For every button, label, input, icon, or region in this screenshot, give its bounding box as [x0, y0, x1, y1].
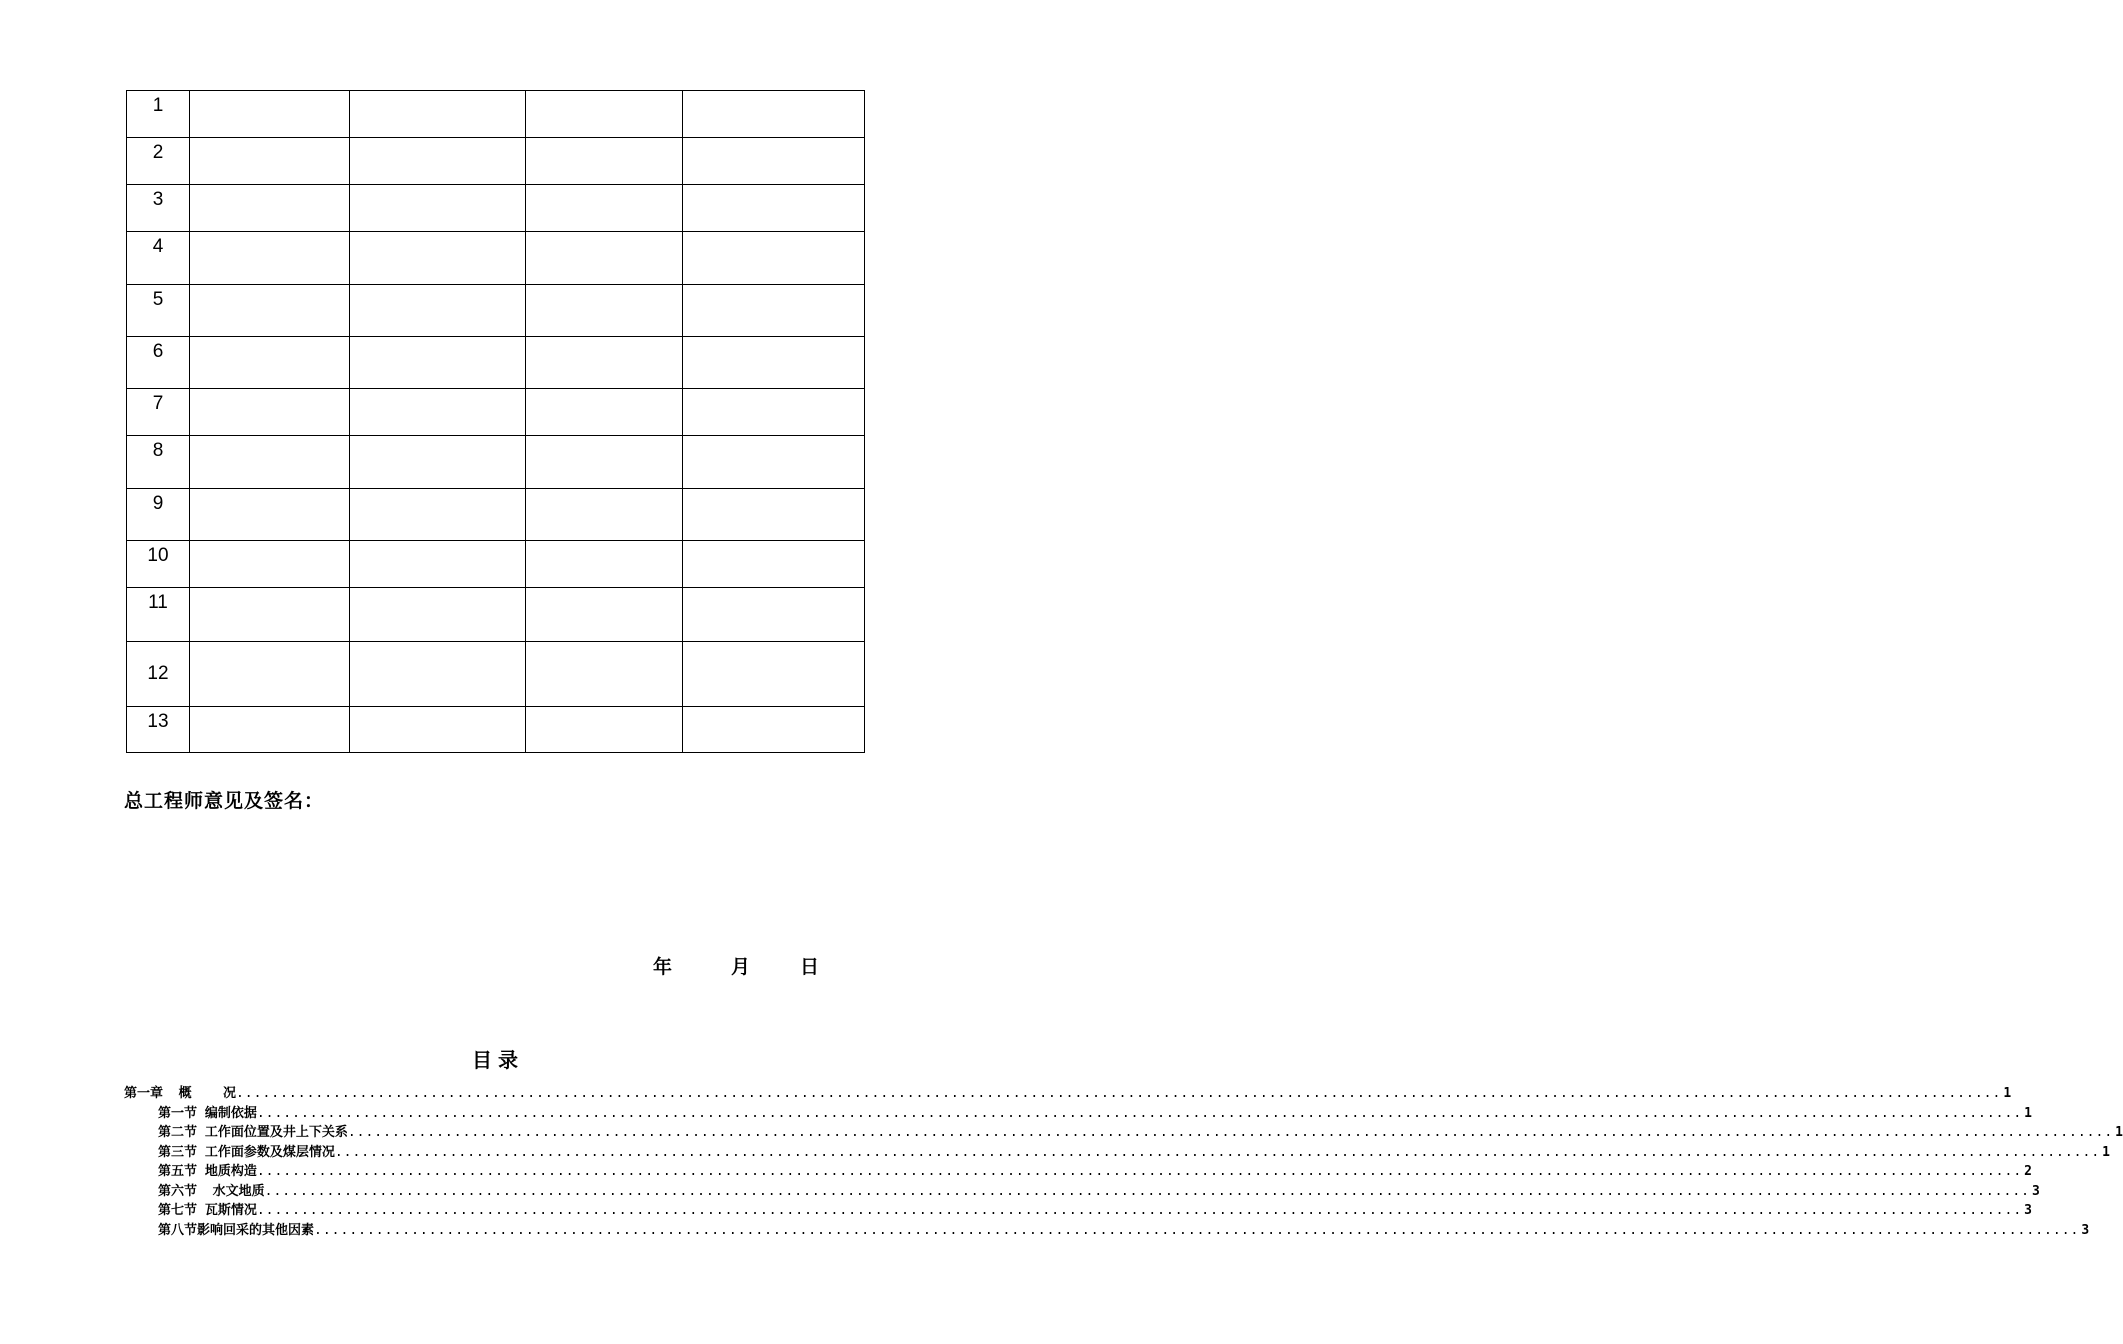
- signature-cell: [190, 389, 350, 436]
- toc-entry[interactable]: [124, 1082, 2012, 1102]
- toc-entry-page: 3: [2024, 1203, 2032, 1218]
- toc-entry-label: 第五节 地质构造: [158, 1164, 257, 1179]
- signature-cell: [526, 541, 683, 588]
- signature-cell: [190, 642, 350, 707]
- signature-cell: [190, 285, 350, 337]
- signature-cell: [350, 707, 526, 753]
- signature-cell: [526, 337, 683, 389]
- toc-leader-dots: ........................................................................................................................................................................................................: [256, 1105, 2023, 1121]
- table-row: [127, 707, 865, 753]
- signature-cell: [190, 707, 350, 753]
- toc-entry-page: 2: [2024, 1164, 2032, 1179]
- table-row: [127, 232, 865, 285]
- signature-cell: [526, 91, 683, 138]
- table-row: [127, 91, 865, 138]
- toc-entry-page: 1: [2115, 1125, 2123, 1140]
- toc-entry[interactable]: [124, 1141, 2110, 1161]
- row-number: 9: [127, 489, 190, 541]
- row-number: 4: [127, 232, 190, 285]
- toc-leader-dots: ........................................................................................................................................................................................................: [314, 1222, 2080, 1238]
- toc-entry-page: 1: [2102, 1144, 2110, 1160]
- signature-cell: [350, 389, 526, 436]
- toc-entry-page: 3: [2081, 1222, 2090, 1238]
- table-row: [127, 337, 865, 389]
- signature-cell: [190, 185, 350, 232]
- toc-entry[interactable]: [124, 1219, 2090, 1239]
- signature-cell: [526, 489, 683, 541]
- row-number: 3: [127, 185, 190, 232]
- toc-entry[interactable]: [124, 1102, 2032, 1122]
- toc-entry-label: 第一节 编制依据: [158, 1105, 257, 1121]
- toc-title: 目录: [472, 1048, 524, 1072]
- toc-entry-label: 第六节 水文地质: [158, 1183, 265, 1199]
- toc-entry[interactable]: [124, 1180, 2040, 1200]
- row-number: 13: [127, 707, 190, 753]
- toc-entry-page: 1: [2003, 1086, 2012, 1101]
- toc-leader-dots: ........................................................................................................................................................................................................: [256, 1164, 2023, 1179]
- signature-cell: [683, 489, 865, 541]
- date-day: 日: [800, 956, 820, 978]
- toc-leader-dots: ........................................................................................................................................................................................................: [256, 1203, 2023, 1218]
- signature-cell: [526, 232, 683, 285]
- signature-cell: [190, 138, 350, 185]
- signature-cell: [350, 489, 526, 541]
- signature-cell: [526, 642, 683, 707]
- signature-cell: [190, 91, 350, 138]
- signature-cell: [190, 489, 350, 541]
- date-month: 月: [731, 956, 751, 978]
- table-row: [127, 185, 865, 232]
- signature-cell: [526, 707, 683, 753]
- row-number: 7: [127, 389, 190, 436]
- toc-entry-page: 3: [2032, 1183, 2040, 1199]
- toc-entry-label: 第七节 瓦斯情况: [158, 1203, 257, 1218]
- signature-cell: [526, 436, 683, 489]
- signature-cell: [683, 436, 865, 489]
- toc-entry-page: 1: [2024, 1105, 2032, 1121]
- chief-engineer-opinion-label: 总工程师意见及签名：: [124, 790, 325, 812]
- toc-leader-dots: ........................................................................................................................................................................................................: [334, 1144, 2101, 1160]
- signature-table: [126, 90, 865, 753]
- signature-cell: [350, 642, 526, 707]
- signature-cell: [683, 91, 865, 138]
- toc-entry[interactable]: [124, 1199, 2032, 1219]
- signature-cell: [350, 185, 526, 232]
- signature-cell: [190, 588, 350, 642]
- signature-cell: [350, 588, 526, 642]
- signature-cell: [350, 436, 526, 489]
- toc-entry-label: 第二节 工作面位置及井上下关系: [158, 1125, 348, 1140]
- signature-cell: [526, 389, 683, 436]
- toc-entry-label: 第三节 工作面参数及煤层情况: [158, 1144, 335, 1160]
- signature-cell: [526, 588, 683, 642]
- table-of-contents: [124, 1082, 2123, 1238]
- signature-cell: [683, 285, 865, 337]
- signature-cell: [190, 436, 350, 489]
- row-number: 6: [127, 337, 190, 389]
- signature-cell: [526, 185, 683, 232]
- row-number: 8: [127, 436, 190, 489]
- signature-cell: [683, 642, 865, 707]
- signature-cell: [350, 138, 526, 185]
- signature-cell: [526, 138, 683, 185]
- table-row: [127, 642, 865, 707]
- toc-entry[interactable]: [124, 1121, 2123, 1141]
- toc-leader-dots: ........................................................................................................................................................................................................: [347, 1125, 2114, 1140]
- table-row: [127, 285, 865, 337]
- signature-cell: [683, 185, 865, 232]
- signature-cell: [350, 91, 526, 138]
- table-row: [127, 436, 865, 489]
- row-number: 2: [127, 138, 190, 185]
- signature-cell: [683, 389, 865, 436]
- signature-cell: [350, 337, 526, 389]
- table-row: [127, 541, 865, 588]
- toc-leader-dots: ........................................................................................................................................................................................................: [264, 1183, 2030, 1199]
- signature-cell: [190, 232, 350, 285]
- table-row: [127, 588, 865, 642]
- signature-cell: [526, 285, 683, 337]
- signature-cell: [350, 541, 526, 588]
- signature-cell: [683, 541, 865, 588]
- row-number: 10: [127, 541, 190, 588]
- signature-cell: [190, 337, 350, 389]
- signature-cell: [350, 232, 526, 285]
- signature-cell: [683, 588, 865, 642]
- signature-cell: [350, 285, 526, 337]
- toc-entry-label: 第一章 概 况: [124, 1086, 236, 1101]
- toc-entry-label: 第八节影响回采的其他因素: [158, 1222, 315, 1238]
- table-row: [127, 489, 865, 541]
- date-year: 年: [653, 956, 673, 978]
- signature-cell: [683, 232, 865, 285]
- row-number: 1: [127, 91, 190, 138]
- table-row: [127, 138, 865, 185]
- row-number: 12: [127, 642, 190, 707]
- table-row: [127, 389, 865, 436]
- signature-cell: [190, 541, 350, 588]
- signature-cell: [683, 138, 865, 185]
- row-number: 11: [127, 588, 190, 642]
- toc-leader-dots: ........................................................................................................................................................................................................: [235, 1086, 2002, 1101]
- signature-cell: [683, 337, 865, 389]
- toc-entry[interactable]: [124, 1160, 2032, 1180]
- signature-cell: [683, 707, 865, 753]
- row-number: 5: [127, 285, 190, 337]
